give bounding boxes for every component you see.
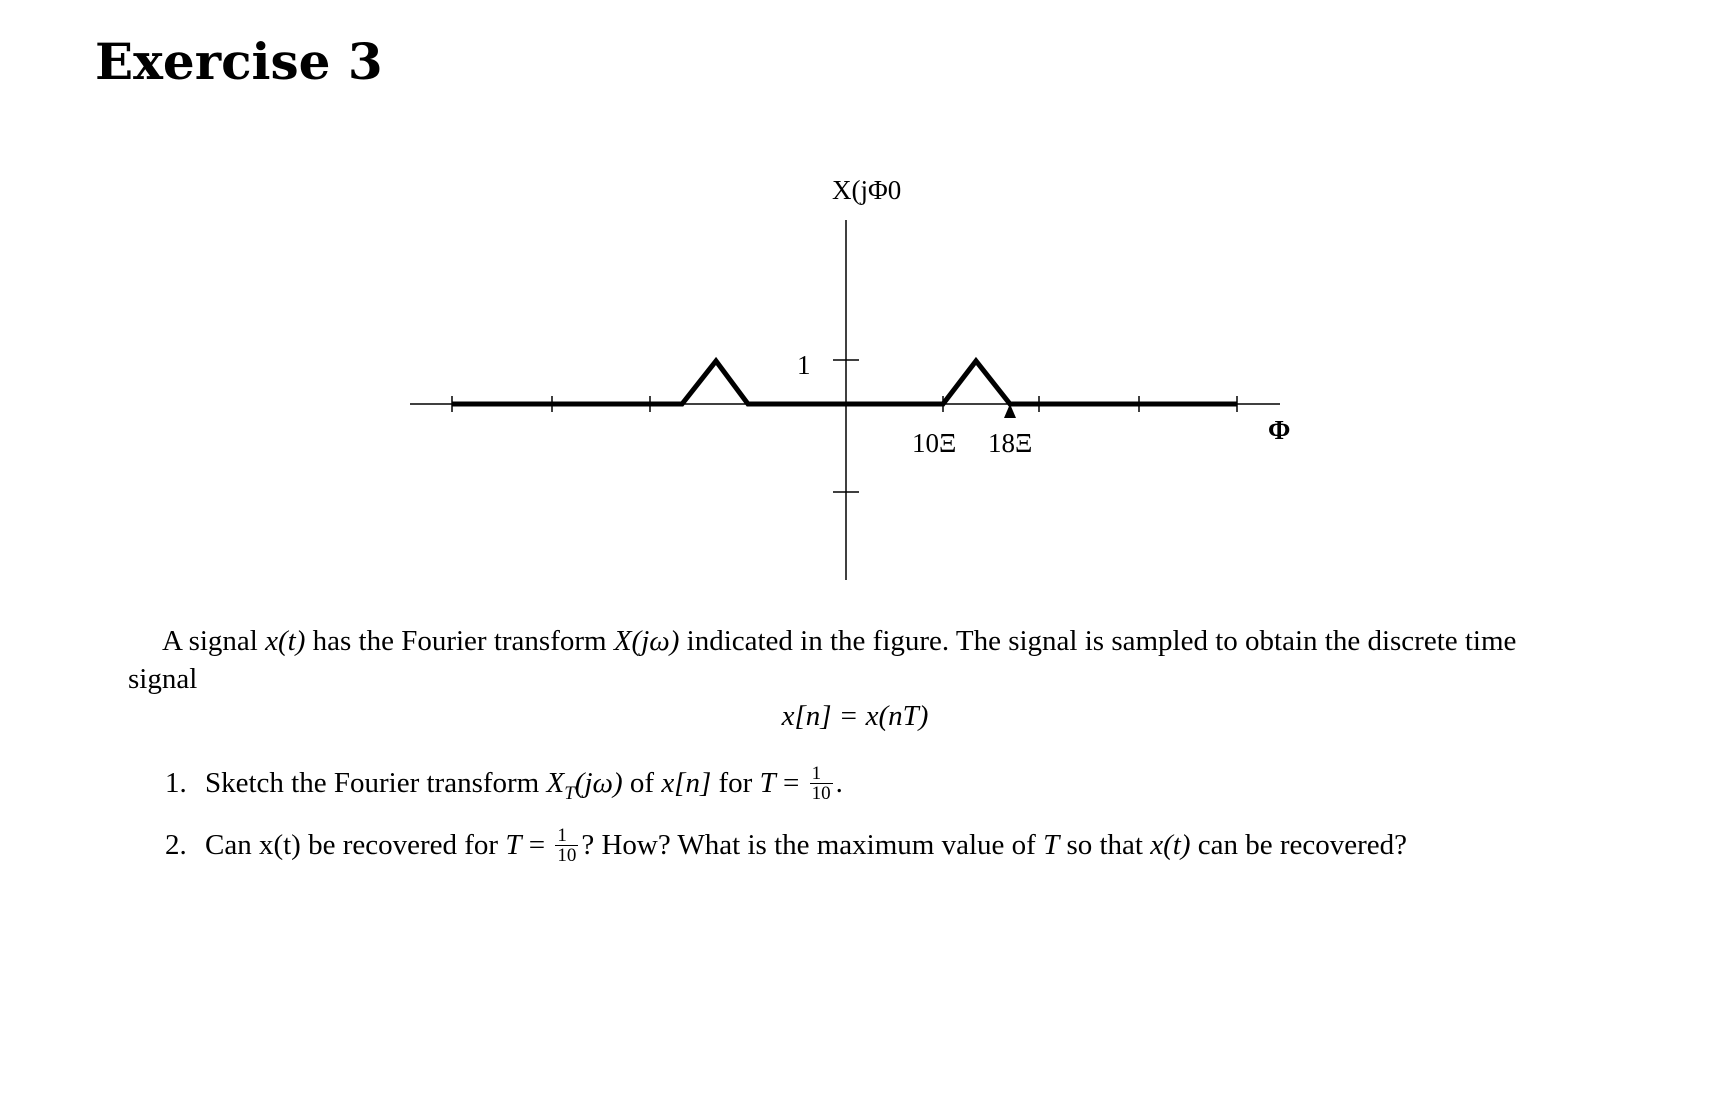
item-body bbox=[205, 764, 1590, 813]
item-text: Can x(t) be recovered for bbox=[205, 829, 506, 861]
item-text: so that bbox=[1059, 829, 1151, 861]
item-text: for bbox=[711, 767, 760, 799]
page-title: Exercise 3 bbox=[95, 32, 383, 91]
math-subscript: T bbox=[564, 782, 575, 804]
item-text: . bbox=[835, 767, 843, 799]
math-symbol: T bbox=[1043, 829, 1060, 861]
math-symbol: T bbox=[759, 767, 776, 799]
item-text: can be recovered? bbox=[1190, 829, 1408, 861]
sampling-equation bbox=[0, 697, 1710, 735]
fraction-denominator: 10 bbox=[811, 782, 831, 804]
item-text: of bbox=[622, 767, 662, 799]
item-body bbox=[205, 826, 1590, 867]
item-text: Sketch the Fourier transform bbox=[205, 767, 547, 799]
paragraph-text-2: has the Fourier transform bbox=[305, 625, 614, 657]
fraction-numerator: 1 bbox=[810, 764, 833, 784]
y-axis-label: X(jΦ0 bbox=[832, 175, 902, 205]
x-axis-label: Φ bbox=[1268, 415, 1291, 445]
equals-sign: = bbox=[775, 767, 807, 799]
item-text: ? How? What is the maximum value of bbox=[581, 829, 1044, 861]
x-tick-label-10: 10Ξ bbox=[912, 428, 957, 458]
x-tick-label-18: 18Ξ bbox=[988, 428, 1033, 458]
equals-sign: = bbox=[521, 829, 553, 861]
question-item-2 bbox=[165, 826, 1590, 867]
paragraph-text-1: A signal bbox=[162, 625, 266, 657]
spectrum-curve bbox=[452, 361, 1237, 404]
fraction-numerator: 1 bbox=[555, 826, 578, 846]
math-symbol: x(t) bbox=[1150, 829, 1191, 861]
fraction bbox=[555, 826, 578, 865]
math-X-jw: X(jω) bbox=[613, 625, 680, 657]
item-number: 1. bbox=[165, 767, 187, 799]
math-symbol: T bbox=[505, 829, 522, 861]
problem-paragraph bbox=[128, 622, 1588, 698]
fraction bbox=[810, 764, 833, 803]
y-tick-label-1: 1 bbox=[797, 350, 811, 380]
arrow-marker-18 bbox=[1004, 404, 1016, 418]
fraction-denominator: 10 bbox=[557, 844, 577, 866]
item-number: 2. bbox=[165, 829, 187, 861]
math-symbol: x[n] bbox=[661, 767, 712, 799]
paragraph-text-3: indicated in the figure. The signal is sampled to obtain the discrete time signal bbox=[128, 625, 1517, 695]
math-symbol: (jω) bbox=[574, 767, 623, 799]
math-symbol: X bbox=[546, 767, 565, 799]
math-x-t: x(t) bbox=[265, 625, 306, 657]
question-item-1 bbox=[165, 764, 1590, 813]
equation-text: x[n] = x(nT) bbox=[781, 700, 929, 732]
